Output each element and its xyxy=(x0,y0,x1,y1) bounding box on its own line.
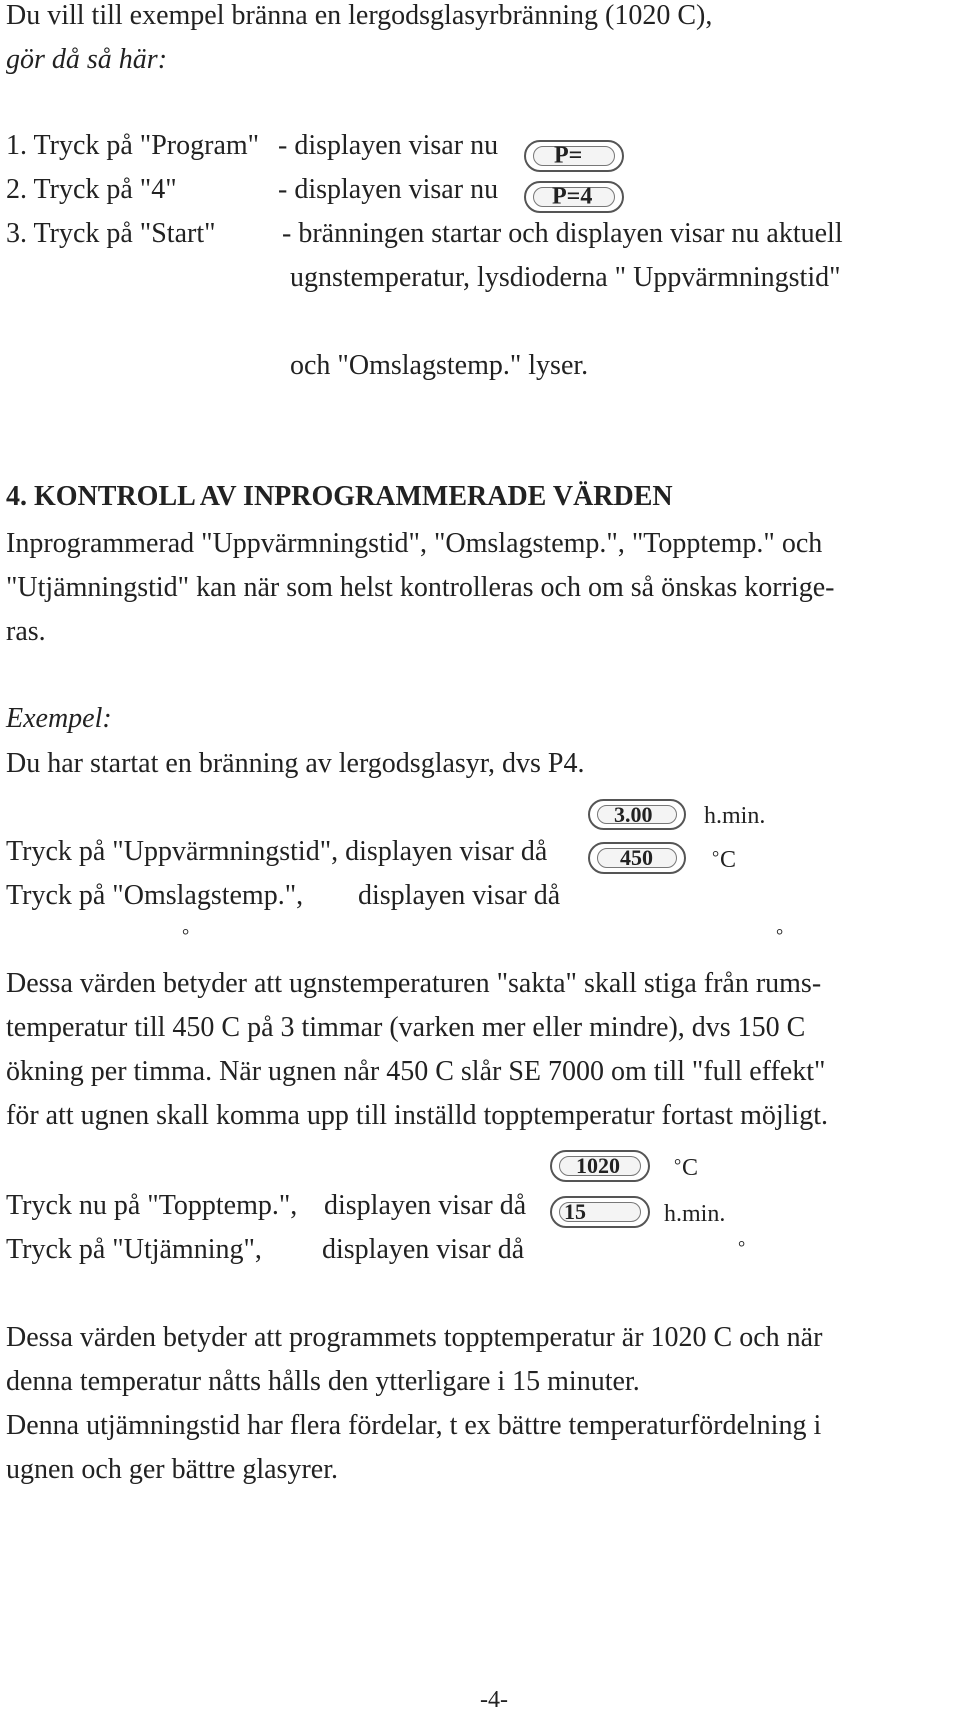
unit-hmin-1: h.min. xyxy=(704,803,766,829)
unit-c-2: C xyxy=(682,1155,699,1181)
step-2-action: 2. Tryck på "4" xyxy=(6,174,177,205)
display-heating-time xyxy=(588,799,686,830)
press-top-temp-result: displayen visar då xyxy=(324,1190,527,1221)
step-1-result: - displayen visar nu xyxy=(278,130,499,161)
explain-2-line-2: denna temperatur nåtts hålls den ytterligare i 15 minuter. xyxy=(6,1366,640,1397)
degree-mark: ° xyxy=(182,925,190,945)
explain-2-line-1: Dessa värden betyder att programmets topptemperatur är 1020 C och när xyxy=(6,1322,823,1353)
intro-line-2: gör då så här: xyxy=(6,44,168,75)
section-4-heading: 4. KONTROLL AV INPROGRAMMERADE VÄRDEN xyxy=(6,481,673,512)
explain-2-line-4: ugnen och ger bättre glasyrer. xyxy=(6,1454,338,1485)
section-4-para-2: "Utjämningstid" kan när som helst kontrolleras och om så önskas korrige- xyxy=(6,572,835,603)
display-program-value: P= xyxy=(554,142,583,169)
unit-c-1: C xyxy=(720,847,737,873)
display-soak-time xyxy=(550,1196,650,1228)
degree-mark: ° xyxy=(712,847,720,867)
display-soak-time-value: 15 xyxy=(564,1199,586,1224)
explain-1-line-2: temperatur till 450 C på 3 timmar (varken mer eller mindre), dvs 150 C xyxy=(6,1012,806,1043)
press-soak: Tryck på "Utjämning", xyxy=(6,1234,262,1265)
page-number: -4- xyxy=(480,1687,508,1713)
display-program-4-value: P=4 xyxy=(552,183,593,210)
press-heating-time: Tryck på "Uppvärmningstid", displayen visar då xyxy=(6,836,548,867)
example-started: Du har startat en bränning av lergodsglasyr, dvs P4. xyxy=(6,748,585,779)
explain-2-line-3: Denna utjämningstid har flera fördelar, t ex bättre temperaturfördelning i xyxy=(6,1410,822,1441)
section-4-para-3: ras. xyxy=(6,616,46,647)
step-3-continuation-1: ugnstemperatur, lysdioderna " Uppvärmningstid" xyxy=(290,262,841,293)
section-4-para-1: Inprogrammerad "Uppvärmningstid", "Omslagstemp.", "Topptemp." och xyxy=(6,528,823,559)
degree-mark: ° xyxy=(776,925,784,945)
display-top-temp-value: 1020 xyxy=(576,1153,620,1178)
explain-1-line-1: Dessa värden betyder att ugnstemperaturen "sakta" skall stiga från rums- xyxy=(6,968,822,999)
step-3-action: 3. Tryck på "Start" xyxy=(6,218,216,249)
intro-line-1: Du vill till exempel bränna en lergodsglasyrbränning (1020 C), xyxy=(6,0,713,31)
display-top-temp xyxy=(550,1150,650,1182)
display-switch-temp xyxy=(588,842,686,874)
press-soak-result: displayen visar då xyxy=(322,1234,525,1265)
explain-1-line-4: för att ugnen skall komma upp till inställd topptemperatur fortast möjligt. xyxy=(6,1100,828,1131)
step-3-continuation-2: och "Omslagstemp." lyser. xyxy=(290,350,589,381)
degree-mark: ° xyxy=(738,1237,746,1257)
degree-mark: ° xyxy=(674,1155,682,1175)
display-heating-time-value: 3.00 xyxy=(614,801,653,827)
display-program-4 xyxy=(524,181,624,213)
unit-hmin-2: h.min. xyxy=(664,1201,726,1227)
step-1-action: 1. Tryck på "Program" xyxy=(6,130,260,161)
step-2-result: - displayen visar nu xyxy=(278,174,499,205)
step-3-result: - bränningen startar och displayen visar nu aktuell xyxy=(282,218,843,249)
press-switch-temp: Tryck på "Omslagstemp.", xyxy=(6,880,304,911)
press-switch-temp-result: displayen visar då xyxy=(358,880,561,911)
press-top-temp: Tryck nu på "Topptemp.", xyxy=(6,1190,298,1221)
explain-1-line-3: ökning per timma. När ugnen når 450 C slår SE 7000 om till "full effekt" xyxy=(6,1056,826,1087)
display-switch-temp-value: 450 xyxy=(620,845,653,870)
display-program xyxy=(524,140,624,172)
example-label: Exempel: xyxy=(6,703,112,734)
